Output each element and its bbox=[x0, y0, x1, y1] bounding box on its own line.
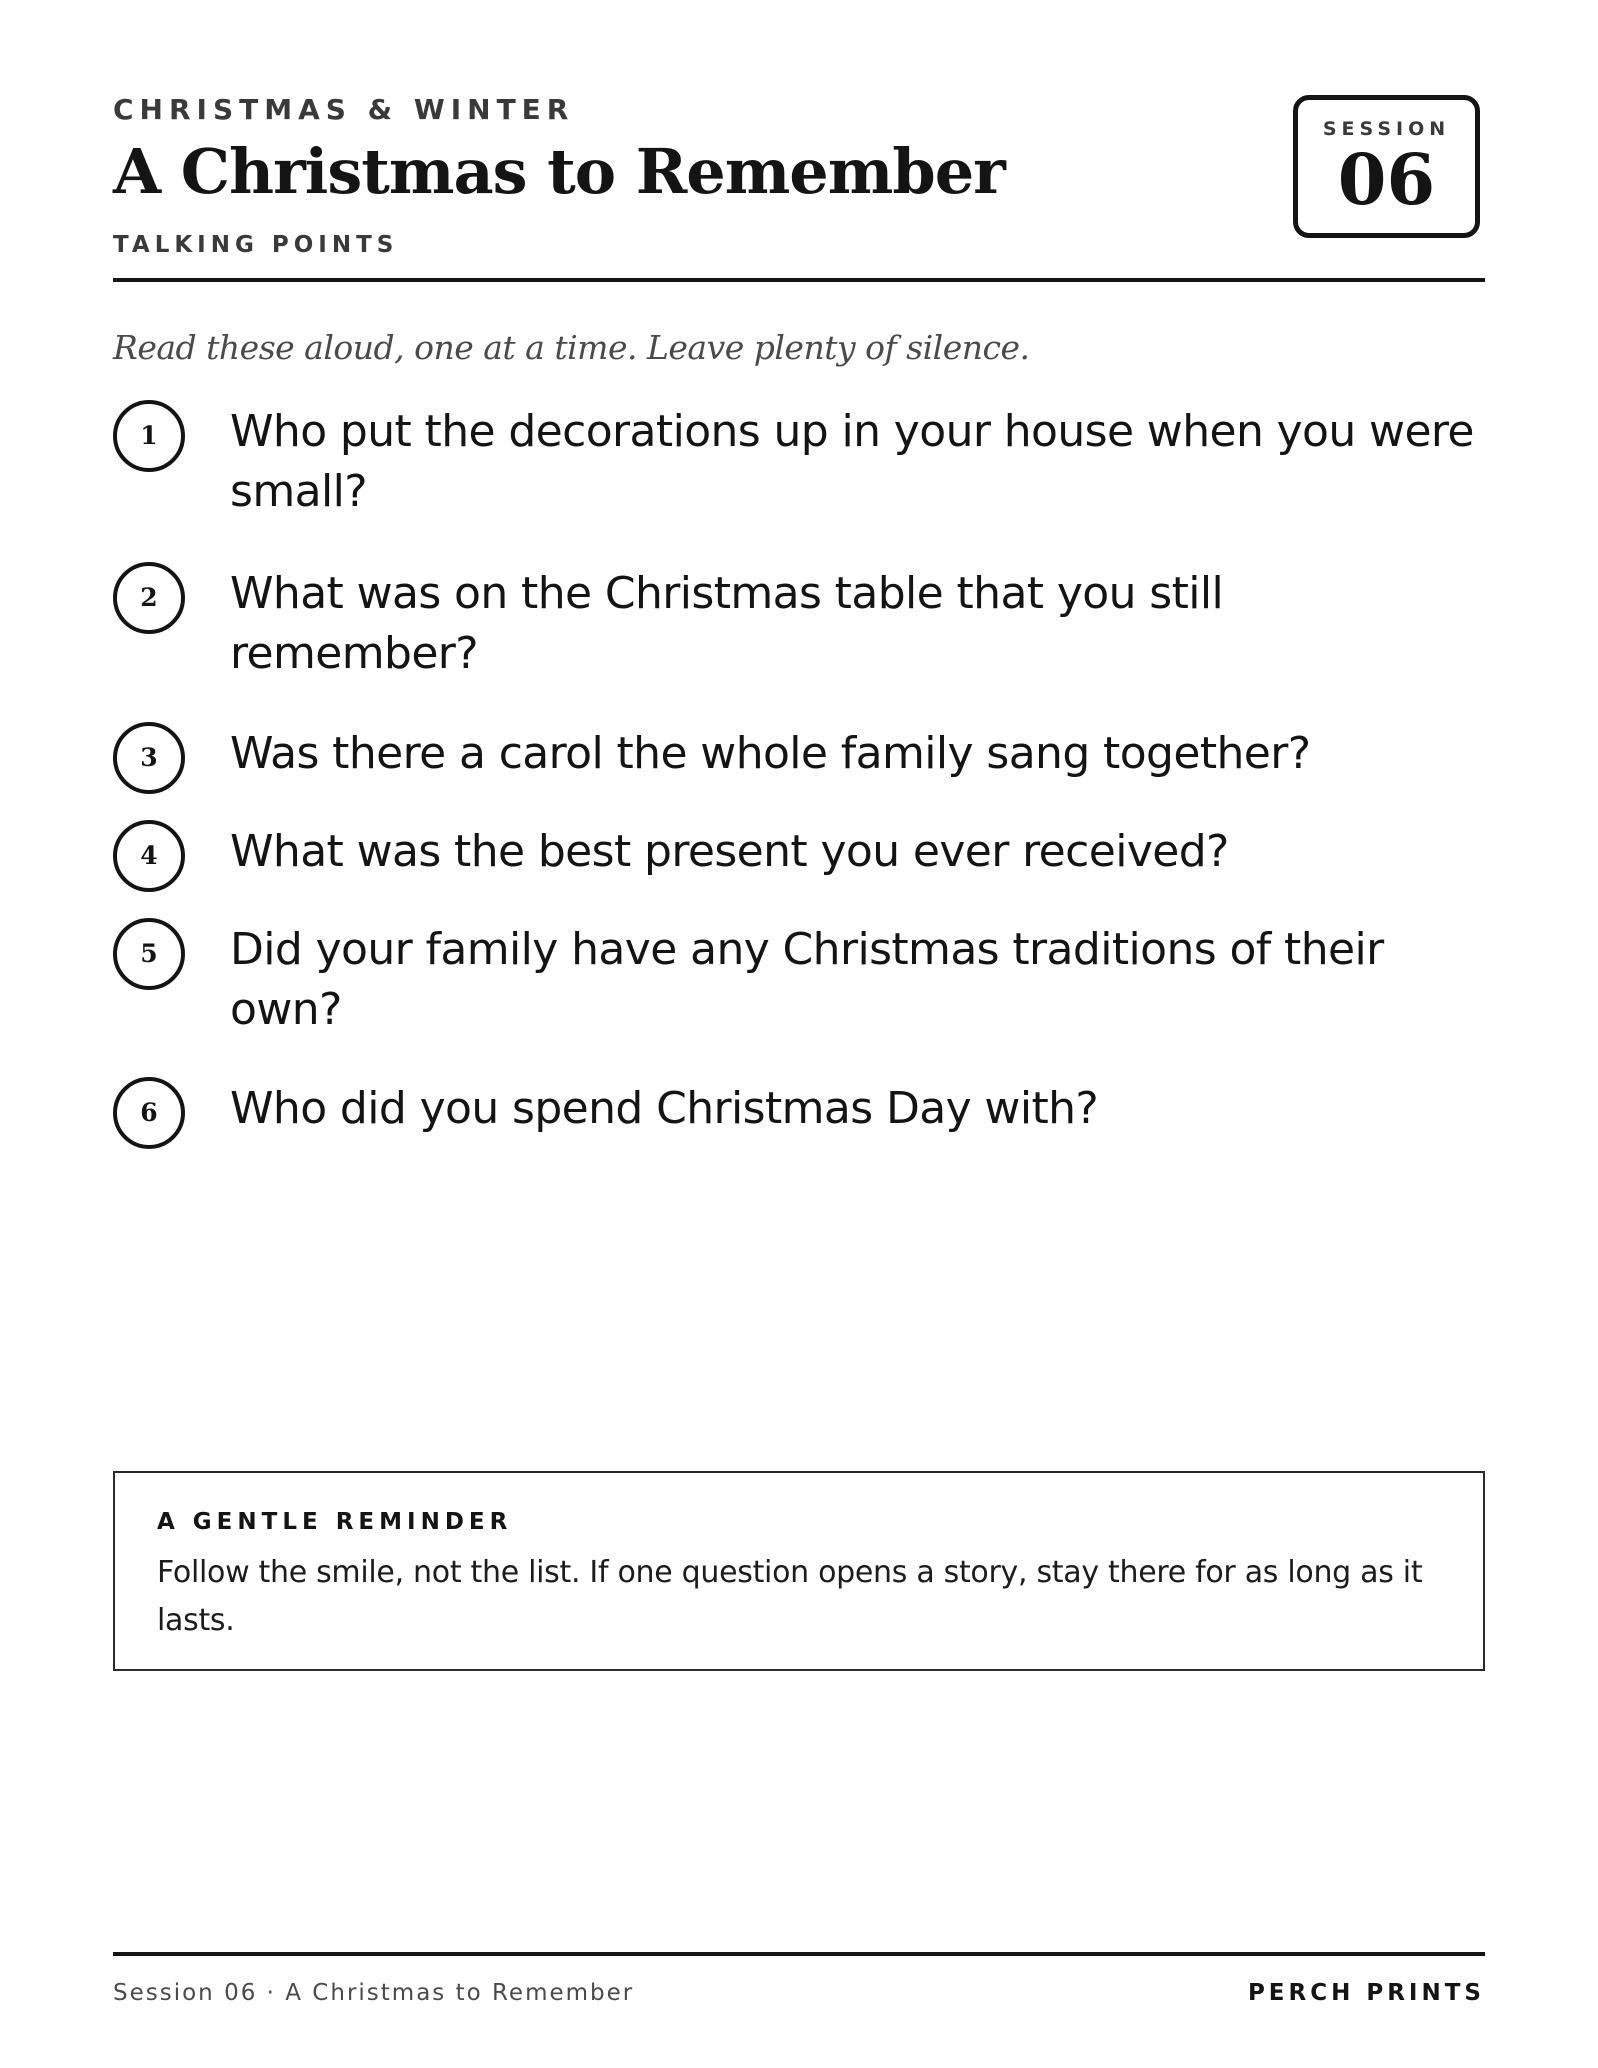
page-subtitle: TALKING POINTS bbox=[113, 232, 399, 258]
question-number-badge: 2 bbox=[113, 562, 185, 634]
session-number: 06 bbox=[1337, 138, 1436, 221]
question-number-badge: 4 bbox=[113, 820, 185, 892]
category-label: CHRISTMAS & WINTER bbox=[113, 93, 575, 126]
page-title: A Christmas to Remember bbox=[113, 135, 1005, 208]
reminder-box bbox=[113, 1471, 1485, 1671]
footer-divider bbox=[113, 1952, 1485, 1956]
question-text: Was there a carol the whole family sang together? bbox=[230, 728, 1311, 779]
header-divider bbox=[113, 278, 1485, 282]
footer-brand: PERCH PRINTS bbox=[1247, 1980, 1485, 2006]
session-badge bbox=[1293, 95, 1480, 238]
session-label: SESSION bbox=[1322, 118, 1451, 140]
intro-text: Read these aloud, one at a time. Leave plenty of silence. bbox=[113, 328, 1030, 367]
talking-points-page bbox=[113, 0, 1485, 2068]
reminder-body: Follow the smile, not the list. If one question opens a story, stay there for as long as it lasts. bbox=[157, 1555, 1423, 1638]
question-number-badge: 1 bbox=[113, 400, 185, 472]
question-text: Who did you spend Christmas Day with? bbox=[230, 1083, 1099, 1134]
question-text: What was on the Christmas table that you still remember? bbox=[230, 568, 1224, 679]
question-number-badge: 3 bbox=[113, 722, 185, 794]
question-text: What was the best present you ever received? bbox=[230, 826, 1229, 877]
question-number-badge: 5 bbox=[113, 918, 185, 990]
question-number-badge: 6 bbox=[113, 1077, 185, 1149]
question-text: Did your family have any Christmas traditions of their own? bbox=[230, 924, 1384, 1035]
question-text: Who put the decorations up in your house when you were small? bbox=[230, 406, 1474, 517]
footer-session-caption: Session 06 · A Christmas to Remember bbox=[113, 1980, 635, 2006]
reminder-title: A GENTLE REMINDER bbox=[157, 1509, 513, 1535]
